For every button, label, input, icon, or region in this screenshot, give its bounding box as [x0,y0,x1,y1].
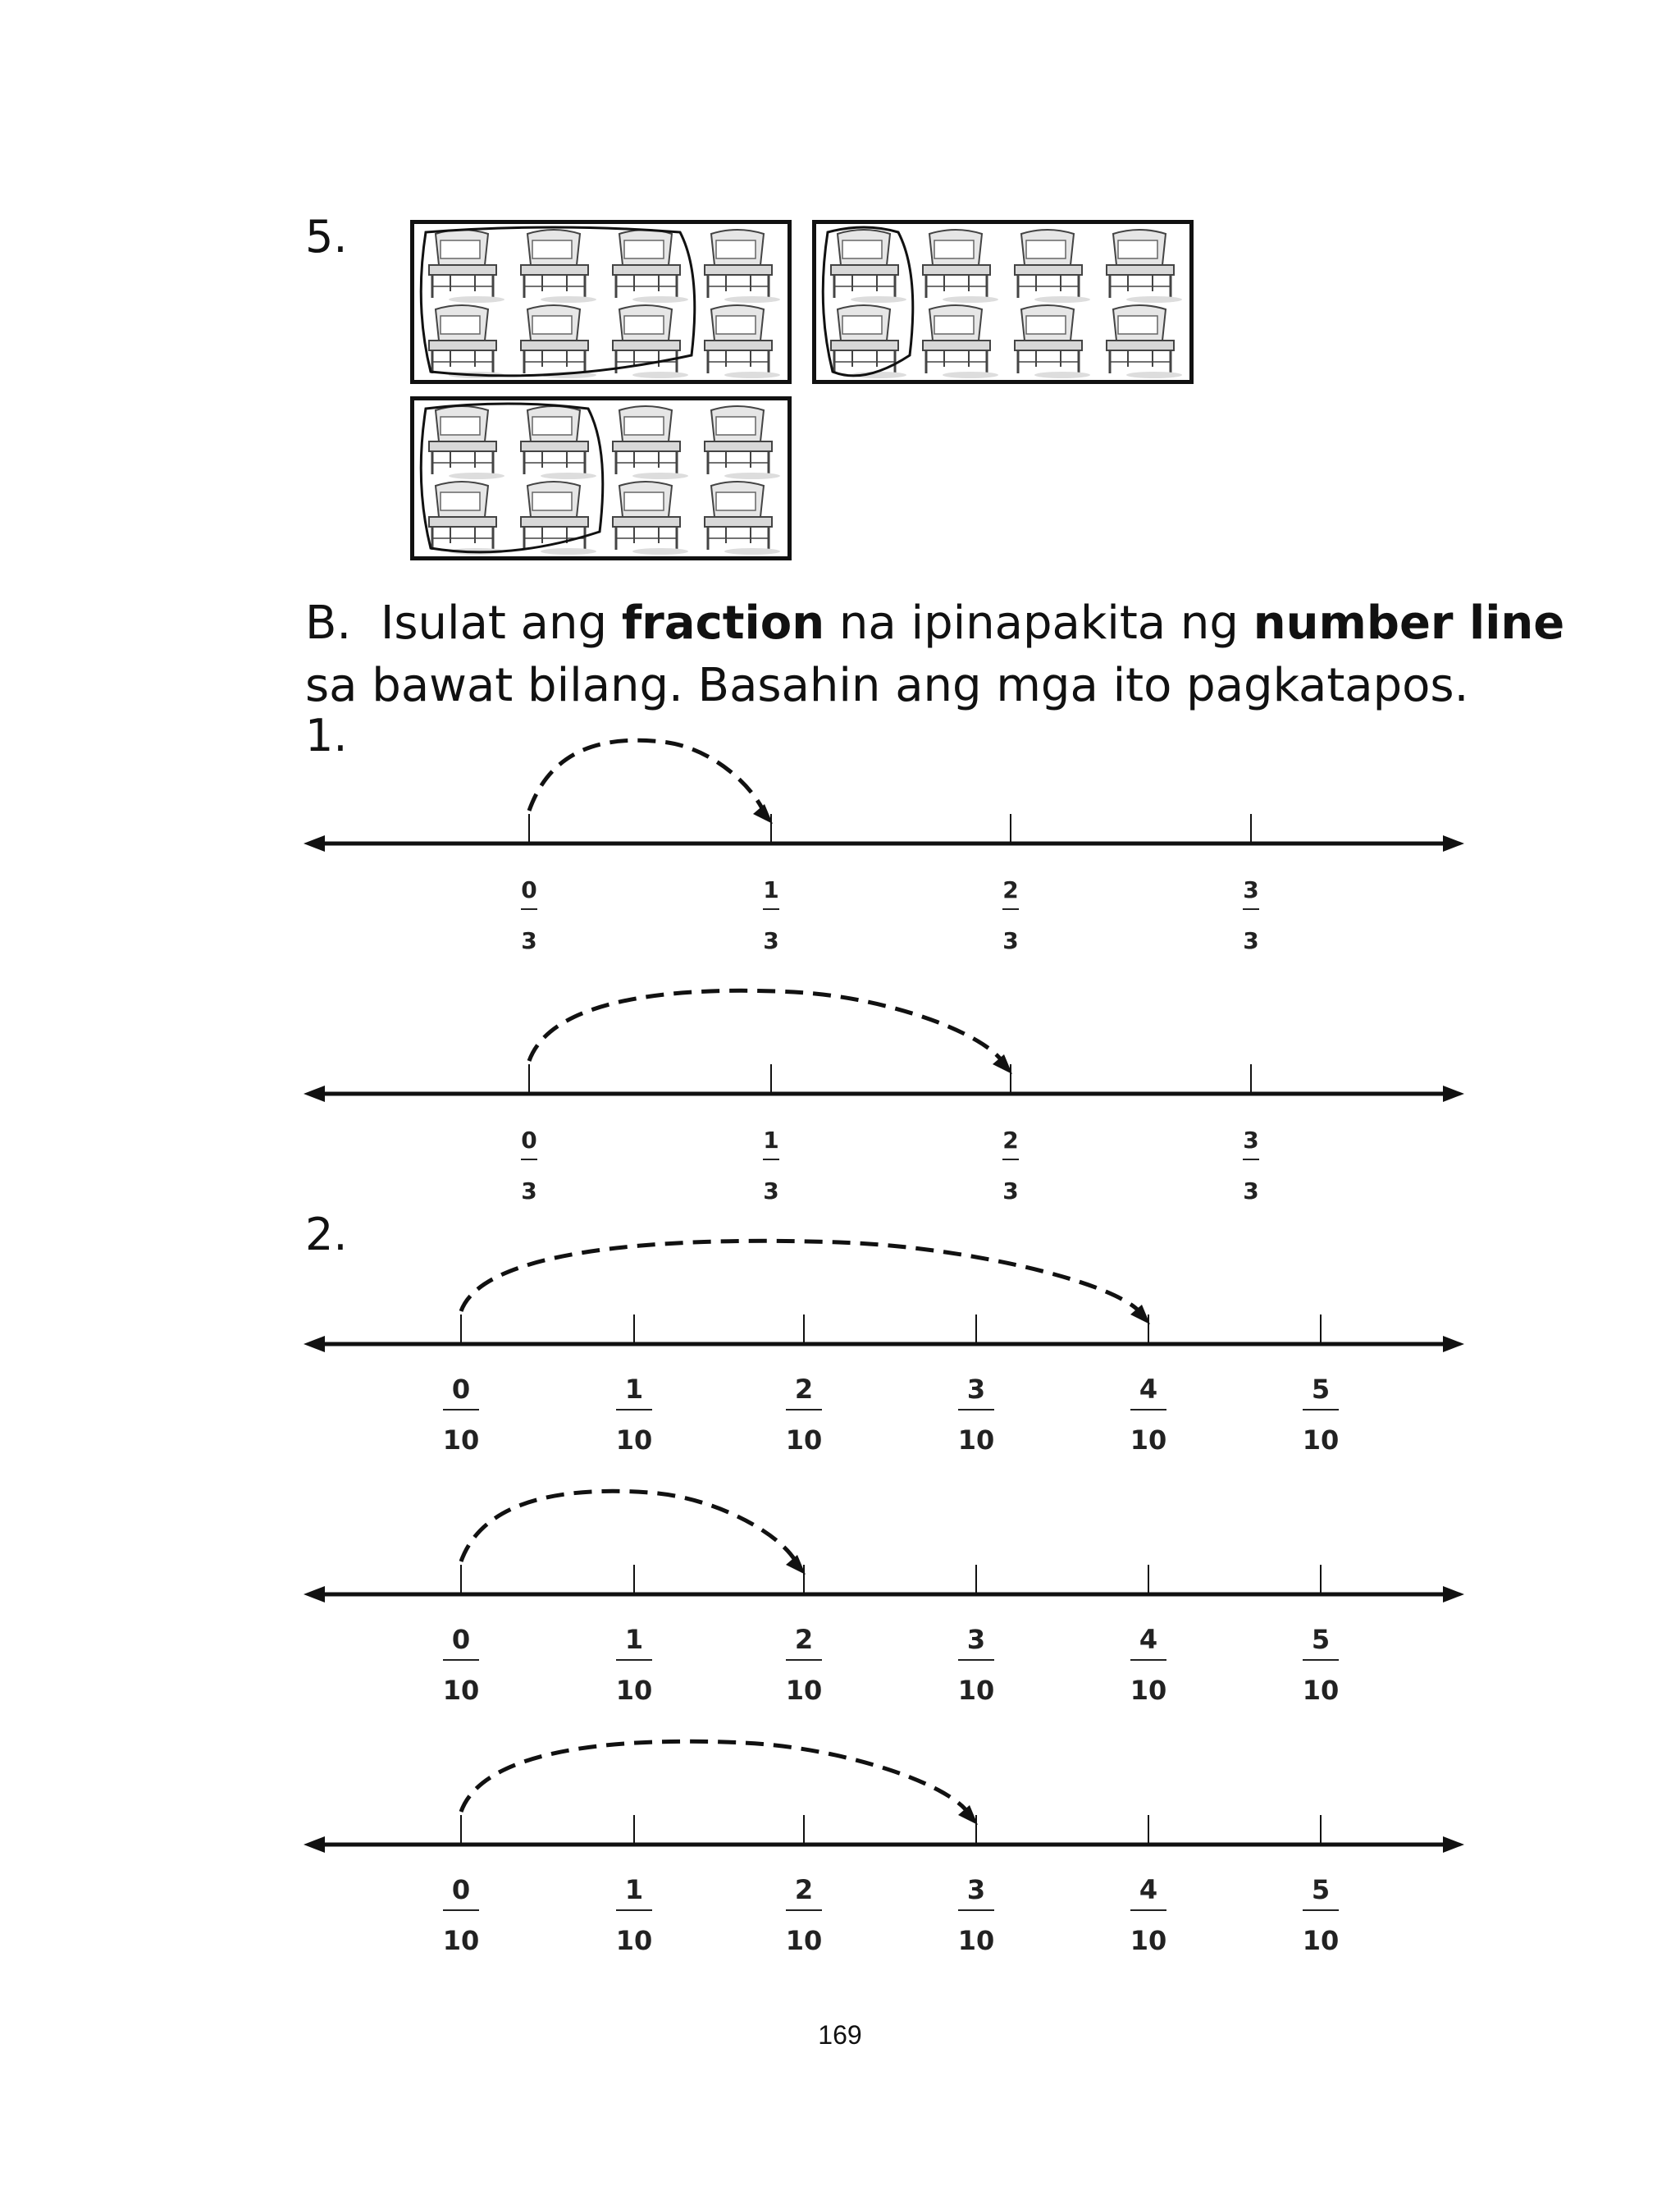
tick-label [1130,1874,1167,1956]
axis-arrow-left [304,1336,325,1352]
tick-label [443,1624,480,1706]
denominator: 3 [763,927,779,954]
hop-arrow [461,1241,1144,1318]
numerator: 2 [794,1624,814,1655]
tick-label [521,1127,537,1205]
number-line-2a [0,1223,1680,1469]
chair-group-1 [414,224,788,380]
hop-arrow-head [993,1054,1012,1074]
chair-group-2 [816,224,1189,380]
number-line-2c [0,1723,1680,1969]
numerator: 0 [451,1624,471,1655]
tick-label [1303,1624,1340,1706]
denominator: 10 [1302,1424,1340,1456]
instruction-text-c: na ipinapakita ng [838,597,1239,650]
denominator: 10 [615,1424,653,1456]
tick-label [763,1127,779,1205]
denominator: 10 [957,1424,995,1456]
axis-arrow-right [1443,1086,1464,1102]
number-line-1b [0,972,1680,1218]
chair-icon [613,406,688,479]
tick-label [958,1374,995,1456]
chair-icon [1015,305,1090,378]
numerator: 3 [1243,1127,1259,1154]
numerator: 5 [1311,1374,1331,1405]
numerator: 2 [794,1374,814,1405]
numerator: 1 [624,1874,644,1905]
chair-icon [831,305,906,378]
denominator: 3 [763,1177,779,1205]
number-line-2b [0,1473,1680,1719]
chair-icon [923,305,998,378]
chair-icon [429,230,504,303]
axis-arrow-right [1443,835,1464,852]
chair-icon [521,230,596,303]
axis-arrow-left [304,835,325,852]
tick-label [616,1874,653,1956]
tick-label [958,1624,995,1706]
chair-icon [429,482,504,555]
denominator: 10 [615,1675,653,1706]
tick-label [616,1624,653,1706]
numerator: 0 [451,1874,471,1905]
numerator: 3 [966,1874,986,1905]
tick-label [1243,1127,1259,1205]
denominator: 10 [1302,1675,1340,1706]
tick-label [1303,1874,1340,1956]
denominator: 3 [521,927,537,954]
chair-group-3 [414,400,788,556]
denominator: 10 [442,1675,480,1706]
tick-label [958,1874,995,1956]
chair-icon [705,406,780,479]
tick-label [443,1374,480,1456]
item-1-label: 1. [305,710,348,761]
numerator: 4 [1139,1374,1158,1405]
chair-icon [705,230,780,303]
denominator: 3 [1243,1177,1259,1205]
hop-arrow [461,1491,799,1568]
denominator: 3 [1002,1177,1019,1205]
tick-label [1002,876,1019,954]
instruction-line-2: sa bawat bilang. Basahin ang mga ito pagkatapos. [305,659,1469,712]
chair-icon [429,305,504,378]
denominator: 10 [1130,1925,1167,1956]
chair-icon [923,230,998,303]
chair-box-3 [410,396,792,560]
denominator: 10 [785,1925,823,1956]
chair-icon [613,230,688,303]
numerator: 1 [763,876,779,903]
instruction-text-a: Isulat ang [380,597,607,650]
hop-arrow [529,990,1006,1068]
numerator: 2 [794,1874,814,1905]
denominator: 10 [957,1675,995,1706]
item-2-label: 2. [305,1209,348,1260]
chair-icon [521,305,596,378]
chair-icon [1107,230,1182,303]
tick-label [1303,1374,1340,1456]
numerator: 2 [1002,876,1019,903]
chair-icon [705,482,780,555]
numerator: 5 [1311,1624,1331,1655]
numerator: 3 [966,1374,986,1405]
numerator: 1 [763,1127,779,1154]
tick-label [763,876,779,954]
number-line-1a [0,722,1680,968]
hop-arrow [529,740,766,817]
chair-icon [429,406,504,479]
numerator: 4 [1139,1874,1158,1905]
numerator: 1 [624,1374,644,1405]
page-number: 169 [818,2020,862,2050]
axis-arrow-right [1443,1836,1464,1853]
denominator: 3 [521,1177,537,1205]
chair-box-1 [410,220,792,384]
item-5-label: 5. [305,211,348,263]
tick-label [1130,1624,1167,1706]
denominator: 3 [1243,927,1259,954]
chair-icon [831,230,906,303]
hop-arrow-head [753,804,773,824]
numerator: 0 [451,1374,471,1405]
numerator: 4 [1139,1624,1158,1655]
numerator: 5 [1311,1874,1331,1905]
denominator: 10 [785,1424,823,1456]
denominator: 10 [442,1925,480,1956]
chair-icon [521,406,596,479]
tick-label [443,1874,480,1956]
axis-arrow-right [1443,1586,1464,1602]
instruction-line-1 [305,597,1565,650]
tick-label [786,1874,823,1956]
tick-label [616,1374,653,1456]
denominator: 10 [1130,1675,1167,1706]
tick-label [786,1374,823,1456]
numerator: 1 [624,1624,644,1655]
axis-arrow-left [304,1836,325,1853]
denominator: 10 [1130,1424,1167,1456]
numerator: 0 [521,1127,537,1154]
denominator: 3 [1002,927,1019,954]
numerator: 3 [1243,876,1259,903]
denominator: 10 [785,1675,823,1706]
hop-arrow [461,1741,971,1818]
numerator: 2 [1002,1127,1019,1154]
axis-arrow-left [304,1586,325,1602]
hop-arrow-head [786,1555,806,1575]
numerator: 3 [966,1624,986,1655]
denominator: 10 [1302,1925,1340,1956]
tick-label [1243,876,1259,954]
instruction-prefix: B. [305,597,352,650]
instruction-keyword-number-line: number line [1253,597,1565,650]
denominator: 10 [615,1925,653,1956]
tick-label [1002,1127,1019,1205]
tick-label [521,876,537,954]
axis-arrow-right [1443,1336,1464,1352]
numerator: 0 [521,876,537,903]
chair-icon [613,482,688,555]
chair-icon [1107,305,1182,378]
chair-icon [1015,230,1090,303]
instruction-keyword-fraction: fraction [621,597,825,650]
chair-icon [705,305,780,378]
chair-box-2 [812,220,1194,384]
denominator: 10 [442,1424,480,1456]
hop-arrow-head [958,1805,978,1825]
axis-arrow-left [304,1086,325,1102]
tick-label [786,1624,823,1706]
denominator: 10 [957,1925,995,1956]
tick-label [1130,1374,1167,1456]
